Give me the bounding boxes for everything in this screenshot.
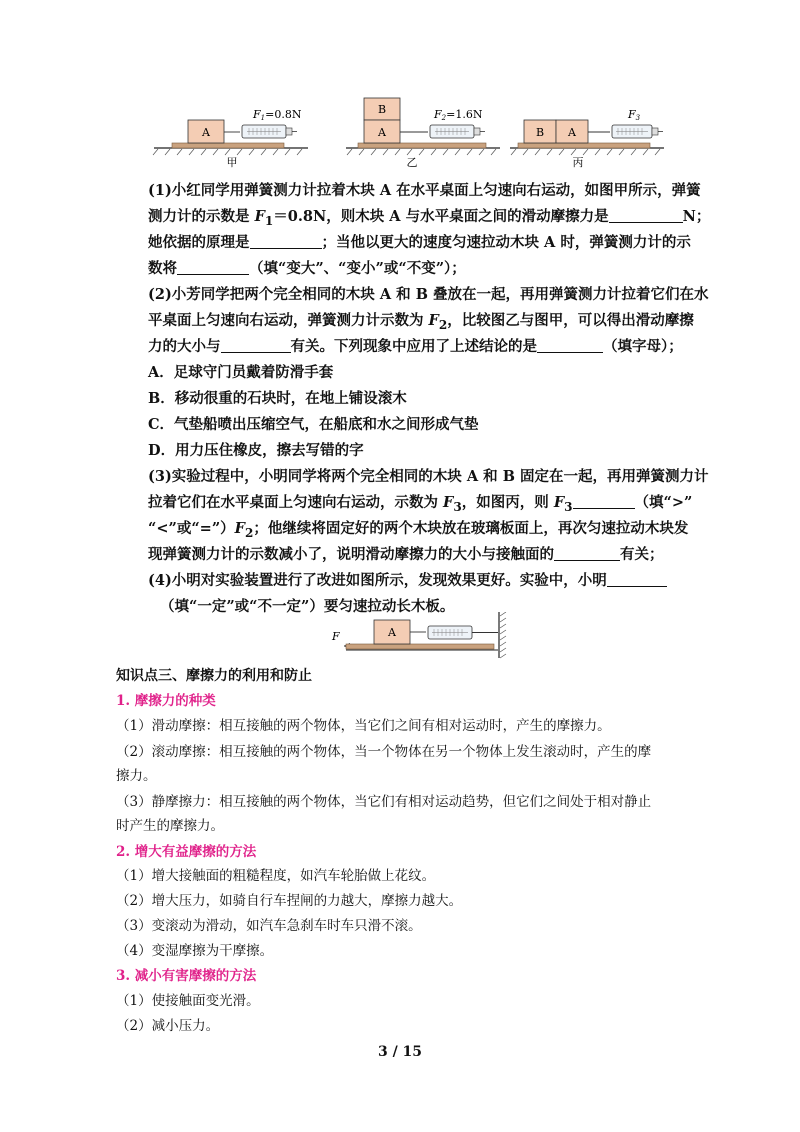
text: ，如图丙，则 [461,494,554,511]
heading-friction-types: 1. 摩擦力的种类 [116,693,216,709]
option-d: D．用力压住橡皮，擦去写错的字 [148,442,364,459]
question-3-line-4 [148,542,688,568]
force-label: F3 [628,108,641,122]
text-line: （2）减小压力。 [116,1018,220,1034]
subscript: 2 [244,525,254,540]
question-1-line-3 [148,230,691,256]
text: （填字母）； [603,338,683,355]
answer-blank[interactable] [250,232,322,249]
force-symbol: F [234,520,245,537]
heading-reduce-friction: 3. 减小有害摩擦的方法 [116,968,257,984]
answer-blank[interactable] [537,336,603,353]
long-board [346,644,494,649]
text-line: （2）增大压力，如骑自行车捏闸的力越大，摩擦力越大。 [116,893,463,909]
question-3-line-1: (3)实验过程中，小明同学将两个完全相同的木块 A 和 B 固定在一起，再用弹簧测力计 [148,468,709,485]
option-b: B．移动很重的石块时，在地上铺设滚木 [148,390,407,407]
page-number: 3 / 15 [377,1044,423,1060]
answer-blank[interactable] [573,492,635,509]
wall [499,612,506,658]
question-4-line-2: （填“一定”或“不一定”）要匀速拉动长木板。 [160,598,455,615]
question-4-line-1 [148,568,688,594]
text: 平桌面上匀速向右运动，弹簧测力计示数为 [148,312,429,329]
figure-jia [150,96,310,168]
section-title: 知识点三、摩擦力的利用和防止 [116,668,312,684]
spring-scale [430,125,485,138]
text: （填“>” [634,494,693,511]
text-line: （1）使接触面变光滑。 [116,993,260,1009]
answer-blank[interactable] [607,570,667,587]
force-symbol: F [254,208,265,225]
answer-blank[interactable] [177,258,249,275]
figure-caption: 甲 [226,156,238,168]
force-symbol: F [553,494,565,511]
text: N； [682,208,711,225]
question-1-line-1: (1)小红同学用弹簧测力计拉着木块 A 在水平桌面上匀速向右运动，如图甲所示，弹簧 [148,182,701,199]
text-line: （1）滑动摩擦：相互接触的两个物体，当它们之间有相对运动时，产生的摩擦力。 [116,718,611,734]
text: 有关。下列现象中应用了上述结论的是 [290,338,537,355]
question-2-line-3 [148,334,688,360]
text-line: （2）滚动摩擦：相互接触的两个物体，当一个物体在另一个物体上发生滚动时，产生的摩 [116,744,652,760]
spring-scale [428,626,498,639]
answer-blank[interactable] [554,544,620,561]
text: ＝0.8N，则木块 A 与水平桌面之间的滑动摩擦力是 [273,208,609,225]
text: ；他继续将固定好的两个木块放在玻璃板面上，再次匀速拉动木块发 [253,520,689,537]
text: （填“变大”、“变小”或“不变”）； [249,260,466,277]
text: (4)小明对实验装置进行了改进如图所示，发现效果更好。实验中，小明 [148,572,607,589]
text-line: （1）增大接触面的粗糙程度，如汽车轮胎做上花纹。 [116,868,436,884]
text: 有关； [620,546,664,563]
subscript: 1 [264,213,274,228]
answer-blank[interactable] [221,336,291,353]
block-a-label: A [388,626,396,639]
spring-scale [242,125,297,138]
block-b-label: B [377,103,387,116]
block-a-label: A [202,126,210,139]
text: 测力计的示数是 [148,208,255,225]
question-2-line-1: (2)小芳同学把两个完全相同的木块 A 和 B 叠放在一起，再用弹簧测力计拉着它们在水 [148,286,709,303]
text: ，比较图乙与图甲，可以得出滑动摩擦 [447,312,694,329]
text-line: 擦力。 [116,768,157,784]
subscript: 2 [438,317,448,332]
text: “<”或“=”） [148,520,235,537]
block-a-label: A [378,126,386,139]
subscript: 3 [453,499,462,514]
text: 现弹簧测力计的示数减小了，说明滑动摩擦力的大小与接触面的 [148,546,554,563]
figure-yi [344,96,504,168]
force-label: F [332,630,340,643]
text-line: （4）变湿摩擦为干摩擦。 [116,943,274,959]
question-1-line-4 [148,256,688,282]
text: 拉着它们在水平桌面上匀速向右运动，示数为 [148,494,444,511]
force-symbol: F [443,494,454,511]
spring-scale [612,125,663,138]
text: 力的大小与 [148,338,221,355]
figure-caption: 乙 [406,156,418,168]
force-label: F2=1.6N [434,108,483,122]
force-label: F1=0.8N [253,108,302,122]
heading-increase-friction: 2. 增大有益摩擦的方法 [116,844,257,860]
figure-improved [322,612,512,660]
text-line: （3）变滚动为滑动，如汽车急刹车时车只滑不滚。 [116,918,422,934]
figure-bing [508,96,668,168]
block-b-label: B [535,126,545,139]
option-c: C．气垫船喷出压缩空气，在船底和水之间形成气垫 [148,416,479,433]
subscript: 3 [564,499,573,514]
answer-blank[interactable] [609,206,683,223]
text-line: 时产生的摩擦力。 [116,818,224,834]
text: 她依据的原理是 [148,234,250,251]
text: ；当他以更大的速度匀速拉动木块 A 时，弹簧测力计的示 [321,234,691,251]
text-line: （3）静摩擦力：相互接触的两个物体，当它们有相对运动趋势，但它们之间处于相对静止 [116,794,652,810]
option-a: A．足球守门员戴着防滑手套 [148,364,334,381]
force-symbol: F [428,312,439,329]
text: 数将 [148,260,177,277]
figure-caption: 丙 [572,156,584,168]
block-a-label: A [568,126,576,139]
